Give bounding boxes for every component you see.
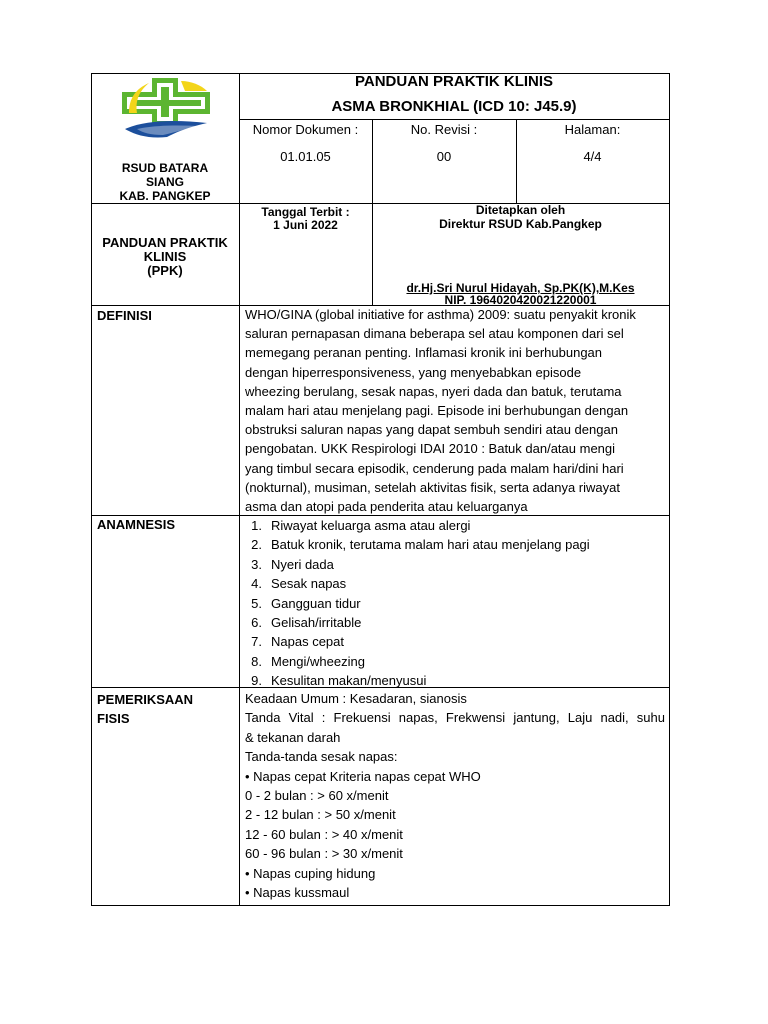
tanggal-terbit-value: 1 Juni 2022 <box>273 218 338 232</box>
hospital-logo <box>119 77 213 141</box>
definisi-line: pengobatan. UKK Respirologi IDAI 2010 : Batuk dan/atau mengi <box>245 441 616 456</box>
list-item: 3. Nyeri dada <box>251 556 334 572</box>
document-type-line3: (PPK) <box>147 263 183 278</box>
pemeriksaan-fisis-list <box>245 689 665 902</box>
list-item: 4. Sesak napas <box>251 576 347 592</box>
definisi-line: wheezing berulang, sesak napas, nyeri dada dan batuk, terutama <box>245 384 622 399</box>
ditetapkan-jabatan: Direktur RSUD Kab.Pangkep <box>439 217 602 231</box>
halaman-label: Halaman: <box>564 122 621 137</box>
list-item: 2 - 12 bulan : > 50 x/menit <box>245 807 396 823</box>
definisi-line: asma dan atopi pada penderita atau keluarganya <box>245 499 528 514</box>
definisi-line: saluran pernapasan dimana beberapa sel atau komponen dari sel <box>245 326 624 341</box>
definisi-line: yang timbul secara episodik, cenderung pada malam hari/dini hari <box>245 461 624 476</box>
definisi-line: obstruksi saluran napas yang dapat sembuh sendiri atau dengan <box>245 422 618 437</box>
document-title-line1: PANDUAN PRAKTIK KLINIS <box>354 73 554 90</box>
definisi-line: memegang peranan penting. Inflamasi kronik ini berhubungan <box>245 345 603 360</box>
no-revisi-value: 00 <box>436 149 452 164</box>
list-item: Tanda Vital : Frekuensi napas, Frekwensi jantung, Laju nadi, suhu <box>245 710 665 726</box>
list-item: • Napas cuping hidung <box>245 865 376 881</box>
list-item: • Napas kussmaul <box>245 885 350 901</box>
list-item: 1. Riwayat keluarga asma atau alergi <box>251 518 471 533</box>
definisi-line: dengan hiperresponsiveness, yang menyebabkan episode <box>245 365 582 380</box>
list-item: 9. Kesulitan makan/menyusui <box>251 673 427 689</box>
table-border-bottom <box>91 905 670 906</box>
list-item: 6. Gelisah/irritable <box>251 614 362 630</box>
ppk-document-table <box>91 73 670 906</box>
list-item: 60 - 96 bulan : > 30 x/menit <box>245 846 403 862</box>
signer-name: dr.Hj.Sri Nurul Hidayah, Sp.PK(K),M.Kes <box>406 281 635 295</box>
list-item: Tanda-tanda sesak napas: <box>245 749 398 765</box>
list-item: 12 - 60 bulan : > 40 x/menit <box>245 826 403 842</box>
no-revisi-label: No. Revisi : <box>410 122 478 137</box>
list-item: 2. Batuk kronik, terutama malam hari atau menjelang pagi <box>251 537 590 553</box>
definisi-line: malam hari atau menjelang pagi. Episode ini berhubungan dengan <box>245 403 629 418</box>
definisi-label: DEFINISI <box>97 308 152 323</box>
list-item: 5. Gangguan tidur <box>251 595 361 611</box>
definisi-line: (nokturnal), musiman, setelah aktivitas fisik, serta adanya riwayat <box>245 480 620 495</box>
list-item: Keadaan Umum : Kesadaran, sianosis <box>245 691 467 706</box>
logo-yellow-accent <box>181 81 207 91</box>
ditetapkan-oleh: Ditetapkan oleh <box>475 203 566 217</box>
anamnesis-label: ANAMNESIS <box>97 517 176 532</box>
list-item: 0 - 2 bulan : > 60 x/menit <box>245 788 389 804</box>
document-type-line1: PANDUAN PRAKTIK <box>102 235 228 250</box>
hospital-name-line3: KAB. PANGKEP <box>119 189 211 203</box>
list-item: 7. Napas cepat <box>251 634 344 650</box>
document-type-line2: KLINIS <box>143 249 187 264</box>
list-item: • Napas cepat Kriteria napas cepat WHO <box>245 768 481 784</box>
table-border-right <box>669 73 670 906</box>
list-item: & tekanan darah <box>245 729 341 745</box>
nomor-dokumen-value: 01.01.05 <box>280 149 331 164</box>
halaman-value: 4/4 <box>583 149 602 164</box>
nomor-dokumen-label: Nomor Dokumen : <box>252 122 359 137</box>
list-item: 8. Mengi/wheezing <box>251 653 365 669</box>
signer-nip: NIP. 1964020420021220001 <box>444 293 597 307</box>
document-title-line2: ASMA BRONKHIAL (ICD 10: J45.9) <box>331 98 577 115</box>
pemeriksaan-label-line1: PEMERIKSAAN <box>97 692 194 707</box>
definisi-line: WHO/GINA (global initiative for asthma) 2009: suatu penyakit kronik <box>245 307 636 322</box>
anamnesis-list <box>241 516 590 691</box>
tanggal-terbit-label: Tanggal Terbit : <box>261 205 350 219</box>
hospital-name-line2: SIANG <box>145 175 184 189</box>
pemeriksaan-label-line2: FISIS <box>97 711 130 726</box>
hospital-name-line1: RSUD BATARA <box>121 161 209 175</box>
title-divider <box>239 119 670 120</box>
column-divider <box>239 73 240 906</box>
